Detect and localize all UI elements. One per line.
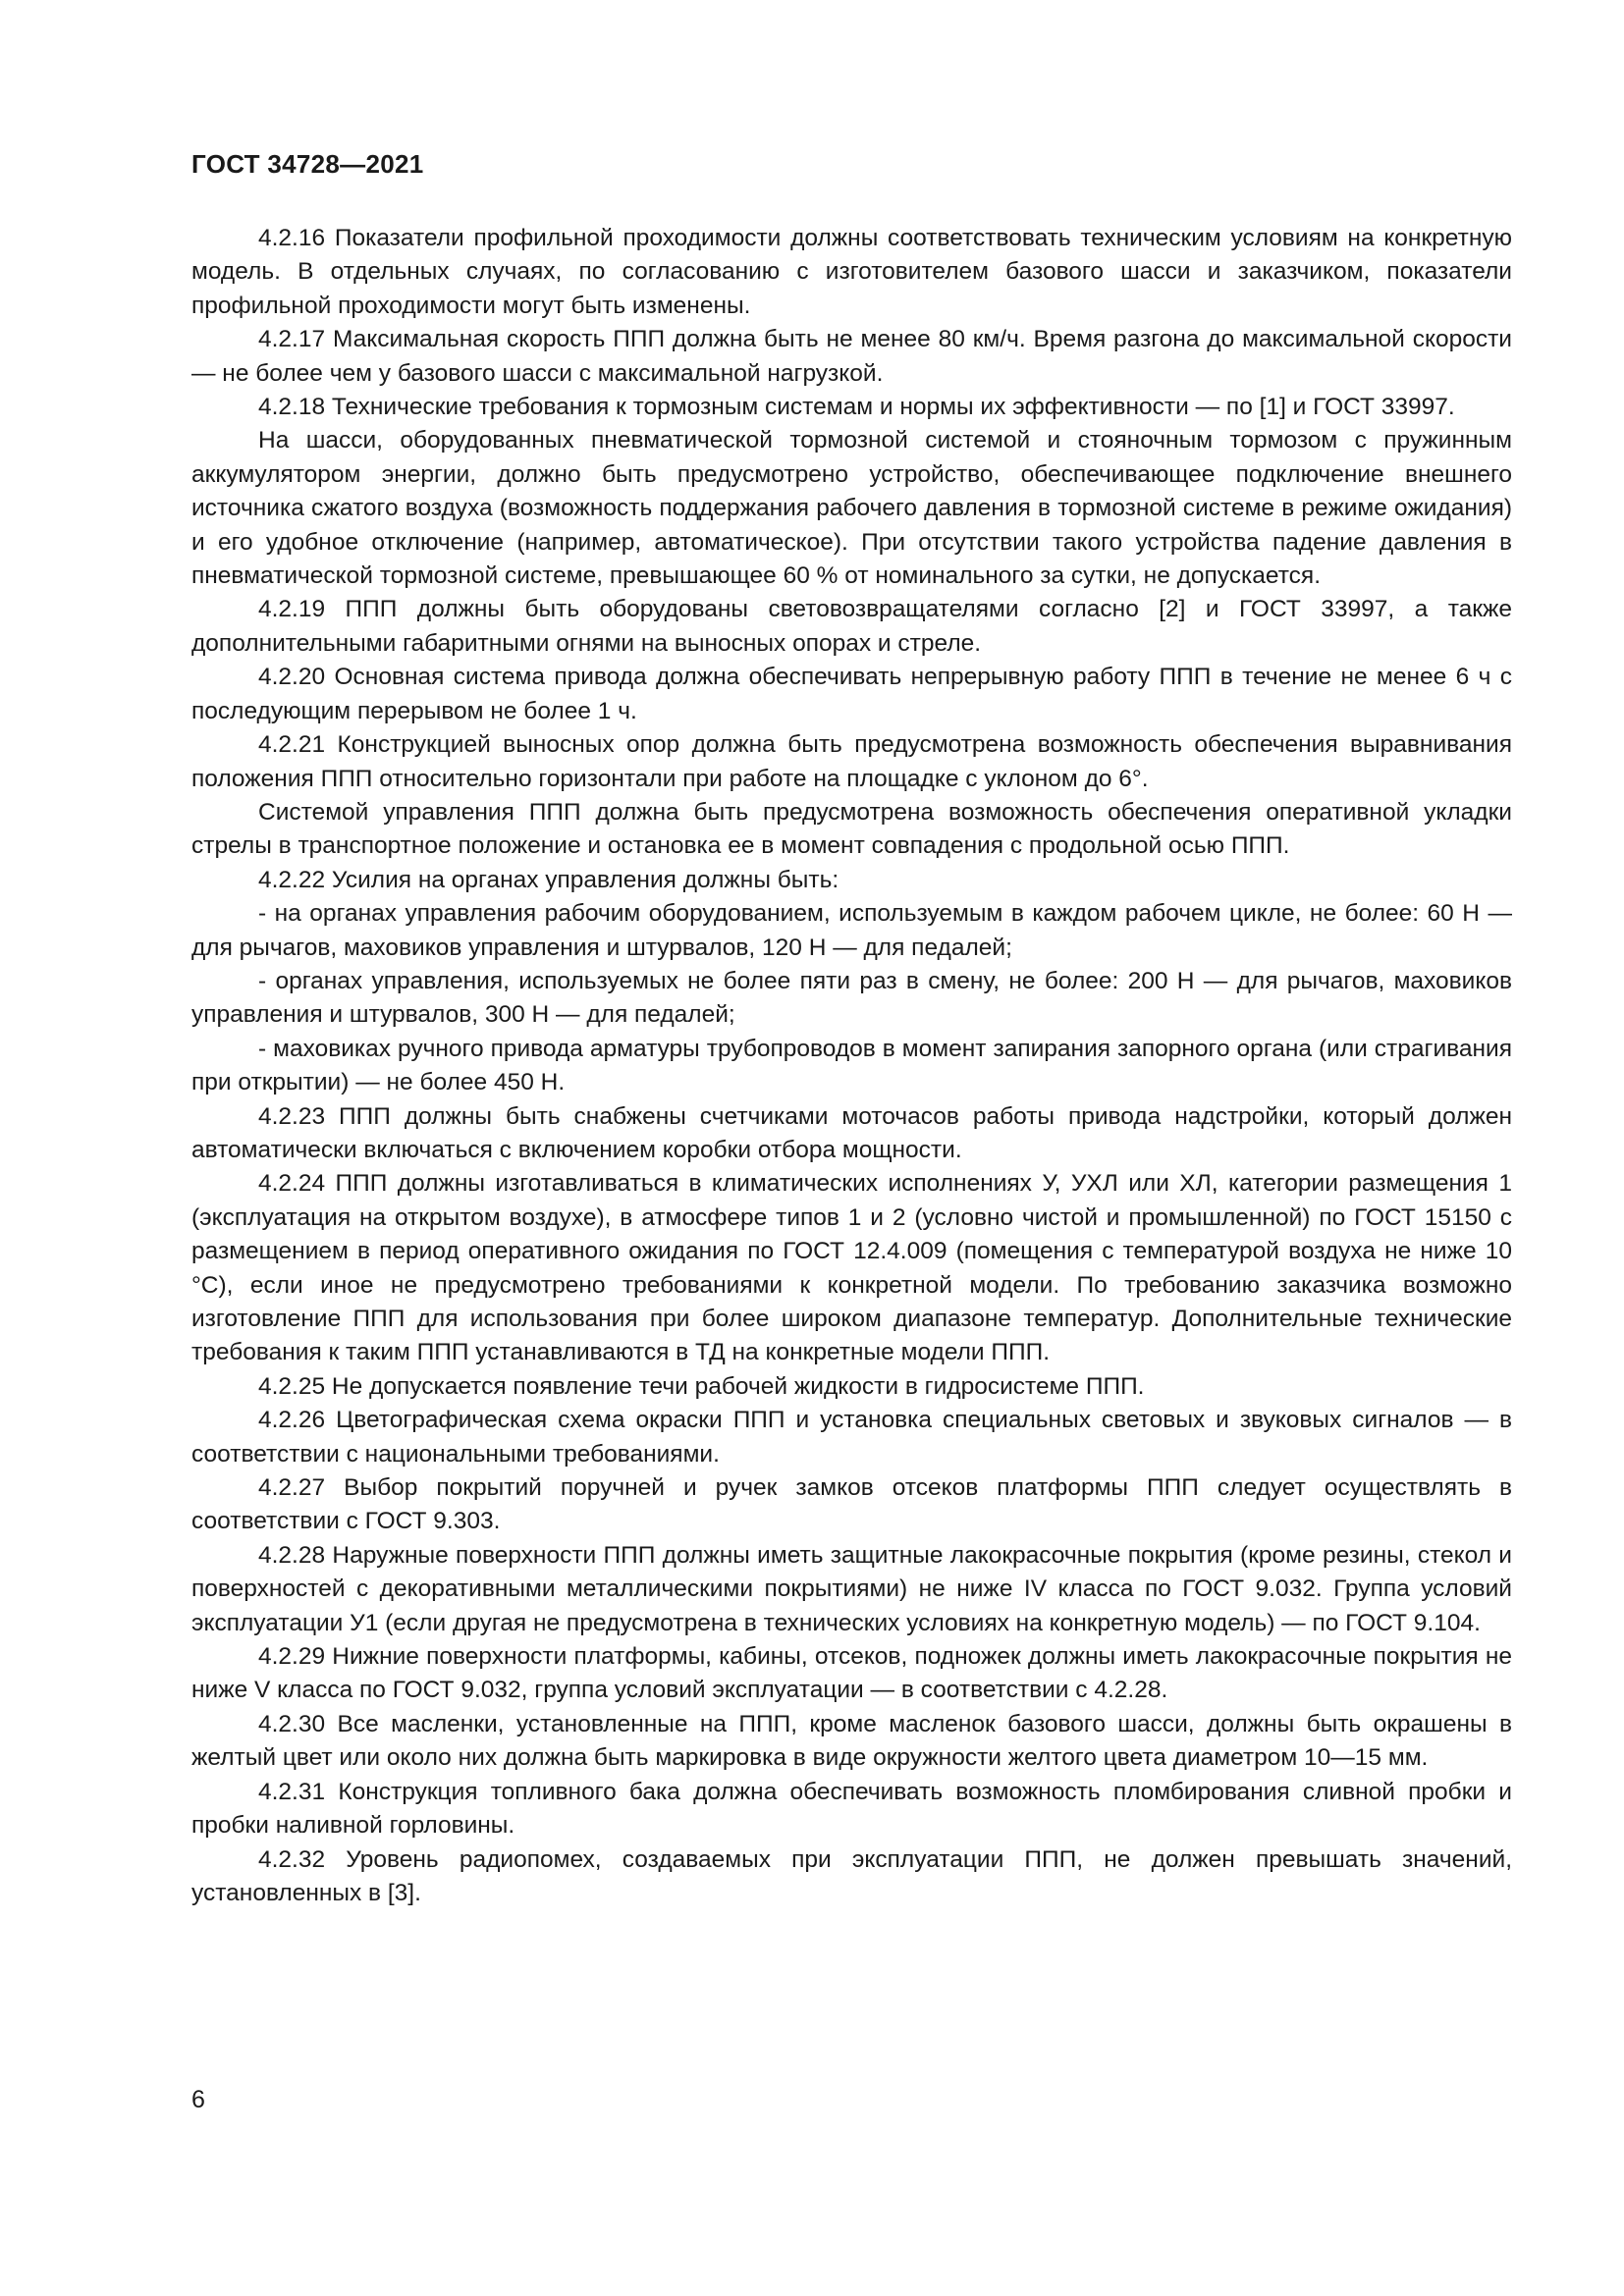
paragraph-4-2-21-continued: Системой управления ППП должна быть предусмотрена возможность обеспечения оперативной укладки стрелы в транспортное положение и остановка ее в момент совпадения с продольной осью ППП. — [191, 798, 1512, 860]
paragraph-4-2-28: 4.2.28 Наружные поверхности ППП должны иметь защитные лакокрасочные покрытия (кроме резины, стекол и поверхностей с декоративными металлическими покрытиями) не ниже IV класса по ГОСТ 9.032. Группа условий эксплуатации У1 (если другая не предусмотрена в технических условиях на конкретную модель) — по ГОСТ 9.104. — [191, 1541, 1512, 1636]
paragraph-4-2-27: 4.2.27 Выбор покрытий поручней и ручек замков отсеков платформы ППП следует осуществлять в соответствии с ГОСТ 9.303. — [191, 1474, 1512, 1535]
paragraph-4-2-20: 4.2.20 Основная система привода должна обеспечивать непрерывную работу ППП в течение не менее 6 ч с последующим перерывом не более 1 ч. — [191, 664, 1512, 724]
paragraph-4-2-18: 4.2.18 Технические требования к тормозным системам и нормы их эффективности — по [1] и ГОСТ 33997. — [258, 394, 1455, 421]
list-item-control-forces-3: - маховиках ручного привода арматуры трубопроводов в момент запирания запорного органа (или страгивания при открытии) — не более 450 Н. — [191, 1035, 1512, 1096]
list-item-control-forces-1: - на органах управления рабочим оборудованием, используемым в каждом рабочем цикле, не более: 60 Н — для рычагов, маховиков управления и штурвалов, 120 Н — для педалей; — [191, 900, 1512, 961]
paragraph-4-2-21: 4.2.21 Конструкцией выносных опор должна быть предусмотрена возможность обеспечения выравнивания положения ППП относительно горизонтали при работе на площадке с уклоном до 6°. — [191, 731, 1512, 792]
paragraph-4-2-30: 4.2.30 Все масленки, установленные на ППП, кроме масленок базового шасси, должны быть окрашены в желтый цвет или около них должна быть маркировка в виде окружности желтого цвета диаметром 10—15 мм. — [191, 1710, 1512, 1772]
paragraph-4-2-29: 4.2.29 Нижние поверхности платформы, кабины, отсеков, подножек должны иметь лакокрасочные покрытия не ниже V класса по ГОСТ 9.032, группа условий эксплуатации — в соответствии с 4.2.28. — [191, 1643, 1512, 1704]
paragraph-4-2-23: 4.2.23 ППП должны быть снабжены счетчиками моточасов работы привода надстройки, который должен автоматически включаться с включением коробки отбора мощности. — [191, 1102, 1512, 1163]
paragraph-4-2-31: 4.2.31 Конструкция топливного бака должна обеспечивать возможность пломбирования сливной пробки и пробки наливной горловины. — [191, 1778, 1512, 1840]
paragraph-4-2-17: 4.2.17 Максимальная скорость ППП должна быть не менее 80 км/ч. Время разгона до максимальной скорости — не более чем у базового шасси с максимальной нагрузкой. — [191, 326, 1512, 387]
paragraph-4-2-18-continued: На шасси, оборудованных пневматической тормозной системой и стояночным тормозом с пружинным аккумулятором энергии, должно быть предусмотрено устройство, обеспечивающее подключение внешнего источника сжатого воздуха (возможность поддержания рабочего давления в тормозной системе в режиме ожидания) и его удобное отключение (например, автоматическое). При отсутствии такого устройства падение давления в пневматической тормозной системе, превышающее 60 % от номинального за сутки, не допускается. — [191, 427, 1512, 590]
document-body — [191, 222, 1512, 1910]
paragraph-4-2-24: 4.2.24 ППП должны изготавливаться в климатических исполнениях У, УХЛ или ХЛ, категории размещения 1 (эксплуатация на открытом воздухе), в атмосфере типов 1 и 2 (условно чистой и промышленной) по ГОСТ 15150 с размещением в период оперативного ожидания по ГОСТ 12.4.009 (помещения с температурой воздуха не ниже 10 °С), если иное не предусмотрено требованиями к конкретной модели. По требованию заказчика возможно изготовление ППП для использования при более широком диапазоне температур. Дополнительные технические требования к таким ППП устанавливаются в ТД на конкретные модели ППП. — [191, 1170, 1512, 1366]
paragraph-4-2-22: 4.2.22 Усилия на органах управления должны быть: — [258, 866, 839, 893]
paragraph-4-2-26: 4.2.26 Цветографическая схема окраски ППП и установка специальных световых и звуковых сигналов — в соответствии с национальными требованиями. — [191, 1407, 1512, 1468]
paragraph-4-2-32: 4.2.32 Уровень радиопомех, создаваемых при эксплуатации ППП, не должен превышать значений, установленных в [3]. — [191, 1845, 1512, 1906]
page-number: 6 — [191, 2086, 205, 2113]
paragraph-4-2-16: 4.2.16 Показатели профильной проходимости должны соответствовать техническим условиям на конкретную модель. В отдельных случаях, по согласованию с изготовителем базового шасси и заказчиком, показатели профильной проходимости могут быть изменены. — [191, 225, 1512, 319]
list-item-control-forces-2: - органах управления, используемых не более пяти раз в смену, не более: 200 Н — для рычагов, маховиков управления и штурвалов, 300 Н — для педалей; — [191, 967, 1512, 1029]
paragraph-4-2-25: 4.2.25 Не допускается появление течи рабочей жидкости в гидросистеме ППП. — [258, 1372, 1145, 1400]
paragraph-4-2-19: 4.2.19 ППП должны быть оборудованы световозвращателями согласно [2] и ГОСТ 33997, а также дополнительными габаритными огнями на выносных опорах и стреле. — [191, 596, 1512, 657]
standard-designation: ГОСТ 34728—2021 — [191, 149, 424, 179]
